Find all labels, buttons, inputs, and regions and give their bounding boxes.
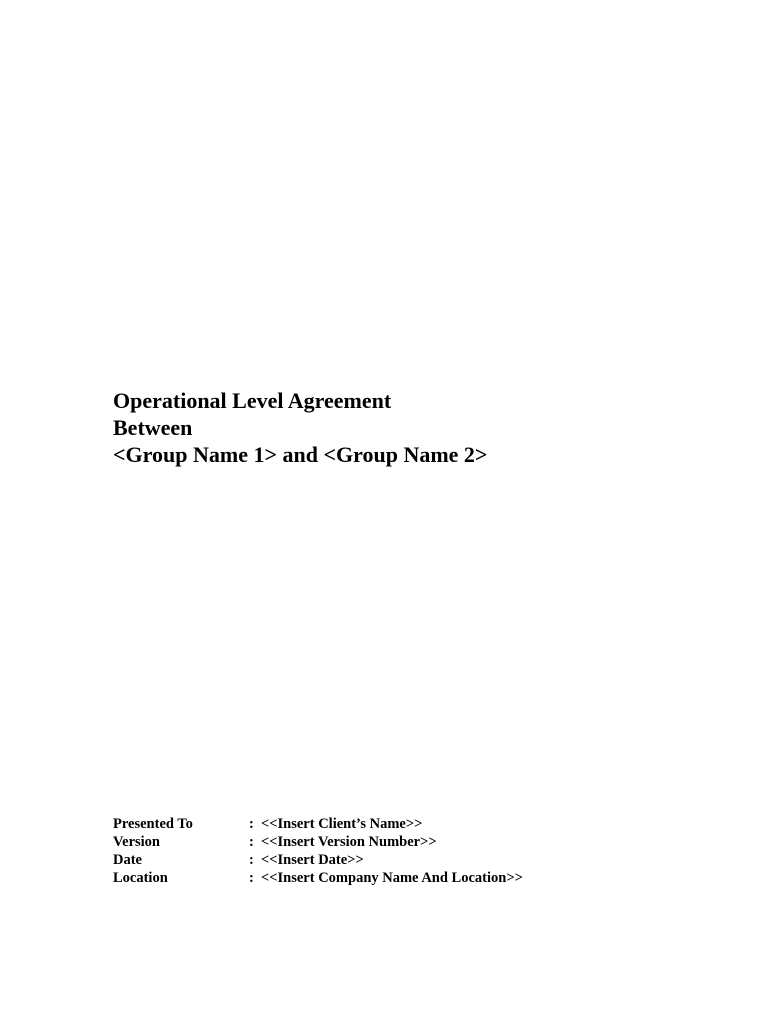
detail-label: Location [113, 870, 168, 886]
details-block [113, 815, 673, 887]
detail-value: <<Insert Date>> [261, 852, 364, 868]
detail-value: <<Insert Version Number>> [261, 834, 437, 850]
detail-separator: : [249, 834, 254, 850]
detail-value: <<Insert Company Name And Location>> [261, 870, 523, 886]
detail-separator: : [249, 852, 254, 868]
detail-row-date [113, 851, 673, 869]
detail-label: Presented To [113, 816, 193, 832]
document-title-groups: <Group Name 1> and <Group Name 2> [113, 442, 488, 467]
detail-label: Date [113, 852, 142, 868]
detail-separator: : [249, 870, 254, 886]
detail-separator: : [249, 816, 254, 832]
document-title: Operational Level Agreement [113, 388, 392, 413]
title-block [113, 387, 673, 468]
detail-row-version [113, 833, 673, 851]
document-title-between: Between [113, 415, 193, 440]
detail-row-location [113, 869, 673, 887]
detail-label: Version [113, 834, 160, 850]
detail-value: <<Insert Client’s Name>> [261, 816, 423, 832]
detail-row-presented-to [113, 815, 673, 833]
